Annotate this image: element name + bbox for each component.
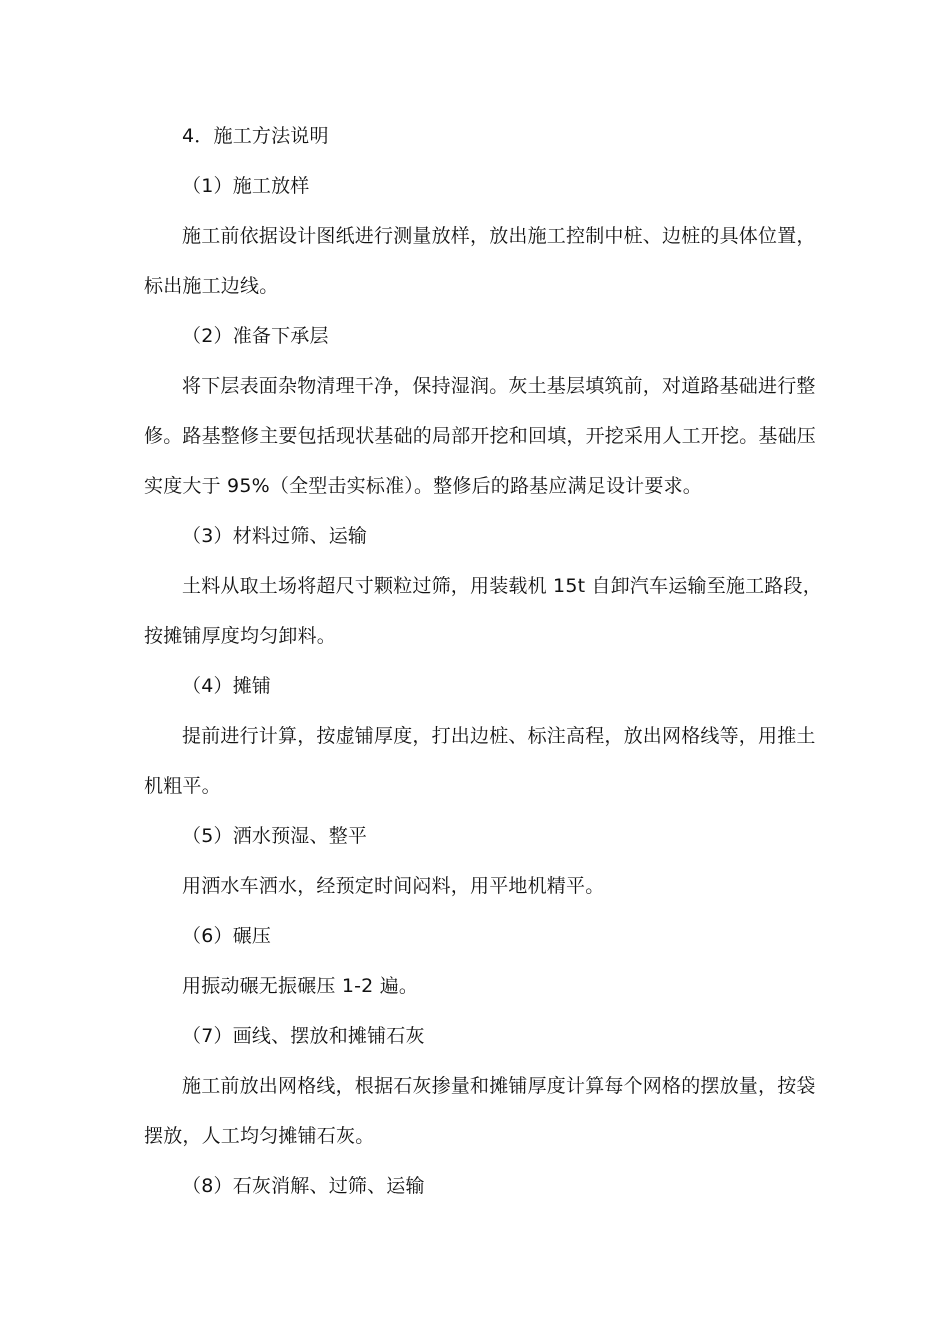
paragraph-line: 用洒水车洒水，经预定时间闷料，用平地机精平。 xyxy=(182,875,605,897)
subheading-7: （7）画线、摆放和摊铺石灰 xyxy=(182,1025,425,1047)
paragraph-line: 实度大于 95%（全型击实标准）。整修后的路基应满足设计要求。 xyxy=(144,475,702,497)
subheading-6: （6）碾压 xyxy=(182,925,272,947)
paragraph-line: 修。路基整修主要包括现状基础的局部开挖和回填，开挖采用人工开挖。基础压 xyxy=(144,425,817,447)
subheading-3: （3）材料过筛、运输 xyxy=(182,525,368,547)
section-heading: 4．施工方法说明 xyxy=(182,125,329,147)
paragraph-line: 标出施工边线。 xyxy=(144,275,279,297)
paragraph-line: 施工前依据设计图纸进行测量放样，放出施工控制中桩、边桩的具体位置， xyxy=(182,225,816,247)
subheading-5: （5）洒水预湿、整平 xyxy=(182,825,368,847)
paragraph-line: 机粗平。 xyxy=(144,775,221,797)
paragraph-line: 提前进行计算，按虚铺厚度，打出边桩、标注高程，放出网格线等，用推土 xyxy=(182,725,816,747)
subheading-4: （4）摊铺 xyxy=(182,675,272,697)
subheading-8: （8）石灰消解、过筛、运输 xyxy=(182,1175,425,1197)
paragraph-line: 按摊铺厚度均匀卸料。 xyxy=(144,625,337,647)
subheading-2: （2）准备下承层 xyxy=(182,325,329,347)
paragraph-line: 土料从取土场将超尺寸颗粒过筛，用装载机 15t 自卸汽车运输至施工路段， xyxy=(182,575,822,597)
paragraph-line: 将下层表面杂物清理干净，保持湿润。灰土基层填筑前，对道路基础进行整 xyxy=(182,375,816,397)
subheading-1: （1）施工放样 xyxy=(182,175,310,197)
paragraph-line: 用振动碾无振碾压 1-2 遍。 xyxy=(182,975,419,997)
paragraph-line: 摆放，人工均匀摊铺石灰。 xyxy=(144,1125,375,1147)
paragraph-line: 施工前放出网格线，根据石灰掺量和摊铺厚度计算每个网格的摆放量，按袋 xyxy=(182,1075,816,1097)
